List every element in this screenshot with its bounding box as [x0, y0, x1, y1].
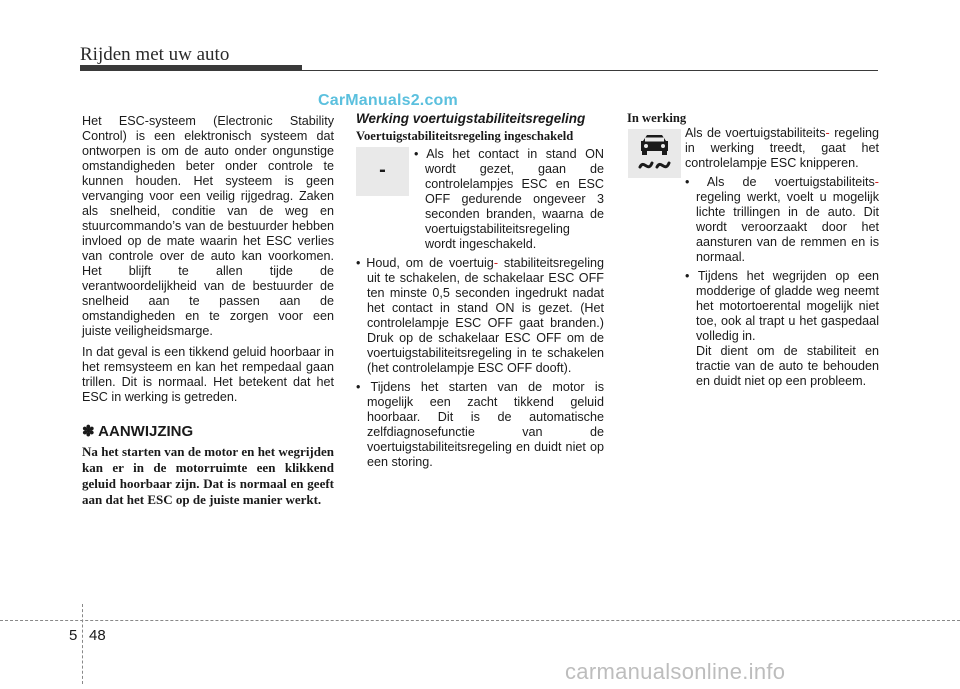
- bullet-esc-off-start: • Houd, om de voertuig: [356, 256, 494, 270]
- bullet-esc-off: [356, 256, 604, 376]
- column-1: [82, 114, 334, 508]
- esc-intro-paragraph: Het ESC-systeem (Electronic Stability Control) is een elektronisch systeem dat ontworpen is om de auto onder ongunstige omstandigheden beter onder controle te kunnen houden. Het systeem is geen vervanging voor een veilig rijgedrag. Zaken als snelheid, conditie van de weg en stuurcommando’s van de bestuurder hebben invloed op de mate waarin het ESC verlies van controle over de auto kan voorkomen. Het blijft te allen tijde de verantwoordelijkheid van de bestuurder de snelheid aan te passen aan de omstandigheden en te zorgen voor een juiste veiligheidsmarge.: [82, 114, 334, 338]
- header-rule: [302, 70, 878, 71]
- bullet-contact-on: • Als het contact in stand ON wordt gezet, gaan de controlelampjes ESC en ESC OFF gedurende ongeveer 3 seconden branden, waarna de voertuigstabiliteitsregeling wordt ingeschakeld.: [414, 147, 604, 251]
- hyphen-mark: -: [874, 175, 879, 189]
- stability-paragraph: Dit dient om de stabiliteit en tractie van de auto te behouden en duidt niet op een probleem.: [696, 344, 879, 388]
- column-3: [627, 111, 879, 389]
- in-operation-heading: In werking: [627, 111, 687, 125]
- in-operation-intro-rest: regeling in werking treedt, gaat het controlelampje ESC knipperen.: [685, 126, 879, 170]
- footer-divider: [0, 620, 960, 621]
- column-2: [356, 111, 604, 470]
- note-body: Na het starten van de motor en het wegrijden kan er in de motorruimte een klikkend geluid hoorbaar zijn. Dat is normaal en geeft aan dat het ESC op de juiste manier werkt.: [82, 444, 334, 507]
- bullet-vibration-rest: regeling werkt, voelt u mogelijk lichte trillingen in de auto. Dit wordt veroorzaakt door het aansturen van de remmen en is normaal.: [696, 190, 879, 264]
- bullet-esc-off-rest: stabiliteitsregeling uit te schakelen, de schakelaar ESC OFF ten minste 0,5 seconden ingedrukt nadat het contact in stand ON is gezet. (Het controlelampje ESC OFF gaat branden.) Druk op de schakelaar ESC OFF om de voertuigstabiliteitsregeling in te schakelen (het controlelampje ESC OFF dooft).: [367, 256, 604, 375]
- bullet-group: [414, 147, 604, 252]
- header-bar: [80, 65, 302, 71]
- note-heading: ✽ AANWIJZING: [82, 423, 194, 440]
- bullet-vibration-start: • Als de voertuigstabiliteits: [685, 175, 875, 189]
- hyphen-mark: -: [825, 126, 830, 140]
- dash-glyph: -: [379, 159, 386, 181]
- chapter-number: 5: [69, 627, 78, 644]
- hyphen-mark: -: [493, 256, 499, 270]
- in-operation-intro: [685, 126, 879, 171]
- section-subheading: Voertuigstabiliteitsregeling ingeschakeld: [356, 129, 574, 143]
- esc-sound-paragraph: In dat geval is een tikkend geluid hoorbaar in het remsysteem en kan het rempedaal gaan trillen. Dit is normaal. Het betekent dat het ESC in werking is getreden.: [82, 345, 334, 404]
- in-operation-intro-start: Als de voertuigstabiliteits: [685, 126, 826, 140]
- footer-vertical-divider: [82, 604, 83, 684]
- bullet-vibration: [685, 175, 879, 265]
- in-operation-block: [685, 126, 879, 389]
- bullet-muddy-road: • Tijdens het wegrijden op een modderige of gladde weg neemt het motortoerental mogelijk niet toe, ook al trapt u het gaspedaal volledig in.: [685, 269, 879, 343]
- watermark-top[interactable]: CarManuals2.com: [318, 92, 458, 109]
- watermark-bottom[interactable]: carmanualsonline.info: [565, 659, 786, 684]
- page-header-title: Rijden met uw auto: [80, 44, 230, 65]
- page-number: 48: [89, 627, 106, 644]
- bullet-start-sound: • Tijdens het starten van de motor is mogelijk een zacht tikkend geluid hoorbaar. Dit is de automatische zelfdiagnosefunctie van de voertuigstabiliteitsregeling en duidt niet op een storing.: [356, 380, 604, 469]
- section-heading: Werking voertuigstabiliteitsregeling: [356, 111, 586, 126]
